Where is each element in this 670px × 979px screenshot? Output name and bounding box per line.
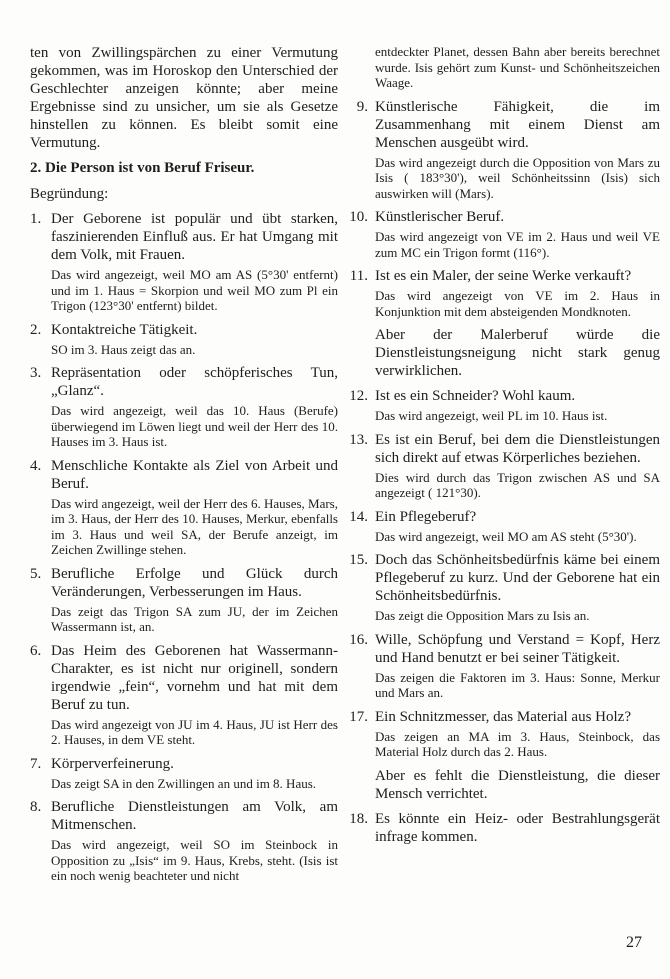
list-item bbox=[30, 210, 338, 264]
item-heading: Wille, Schöpfung und Verstand = Kopf, Herz und Hand benutzt er bei seiner Tätigkeit. bbox=[375, 631, 660, 666]
item-number: 2. bbox=[30, 321, 42, 338]
note-paragraph: Aber der Malerberuf würde die Dienstleistungsneigung nicht stark genug verwirklichen. bbox=[375, 327, 660, 379]
reason-text: Das wird angezeigt, weil PL im 10. Haus ist. bbox=[375, 408, 608, 423]
list-item bbox=[344, 387, 660, 405]
item-heading: Ist es ein Maler, der seine Werke verkauft? bbox=[375, 268, 632, 284]
item-number: 13. bbox=[349, 431, 368, 448]
item-number: 10. bbox=[349, 209, 368, 225]
left-column bbox=[30, 44, 338, 891]
item-number: 14. bbox=[349, 508, 368, 525]
list-item bbox=[30, 798, 338, 834]
reason-text: Das wird angezeigt, weil MO am AS (5°30' entfernt) und im 1. Haus = Skorpion und weil MO zum Pl ein Trigon (123°30' entfernt) bildet. bbox=[51, 267, 338, 313]
page-number: 27 bbox=[626, 934, 642, 951]
item-heading: Künstlerischer Beruf. bbox=[375, 209, 505, 225]
reason-text: Das zeigt die Opposition Mars zu Isis an. bbox=[375, 608, 590, 623]
section-heading: 2. Die Person ist von Beruf Friseur. bbox=[30, 160, 255, 176]
reason-text: Das wird angezeigt von VE im 2. Haus und weil VE zum MC ein Trigon formt (116°). bbox=[375, 229, 660, 260]
item-number: 5. bbox=[30, 565, 42, 582]
list-item bbox=[344, 98, 660, 152]
item-number: 1. bbox=[30, 211, 42, 227]
reason-text: Das zeigen die Faktoren im 3. Haus: Sonne, Merkur und Mars an. bbox=[375, 669, 660, 700]
reason-text: Das zeigt SA in den Zwillingen an und im 8. Haus. bbox=[51, 775, 317, 791]
item-heading: Menschliche Kontakte als Ziel von Arbeit und Beruf. bbox=[51, 457, 338, 492]
item-heading: Berufliche Dienstleistungen am Volk, am Mitmenschen. bbox=[51, 799, 338, 833]
reason-text: Das zeigt das Trigon SA zum JU, der im Zeichen Wassermann ist, an. bbox=[51, 603, 338, 634]
list-item bbox=[344, 810, 660, 846]
item-number: 3. bbox=[30, 365, 42, 381]
item-number: 12. bbox=[349, 388, 368, 404]
item-heading: Es ist ein Beruf, bei dem die Dienstleistungen sich direkt auf etwas Körperliches beziehen. bbox=[375, 431, 660, 466]
reason-text: SO im 3. Haus zeigt das an. bbox=[51, 341, 196, 357]
note-paragraph: Aber es fehlt die Dienstleistung, die dieser Mensch verrichtet. bbox=[375, 767, 660, 802]
list-item bbox=[344, 708, 660, 726]
item-number: 16. bbox=[349, 631, 368, 648]
list-item bbox=[30, 457, 338, 493]
item-number: 9. bbox=[356, 98, 368, 115]
item-heading: Es könnte ein Heiz- oder Bestrahlungsgerät infrage kommen. bbox=[375, 810, 660, 845]
item-heading: Doch das Schönheitsbedürfnis käme bei einem Pflegeberuf zu kurz. Und der Geborene hat ein Schönheitsbedürfnis. bbox=[375, 552, 660, 604]
reason-text: Das wird angezeigt, weil SO im Steinbock in Opposition zu „Isis“ im 9. Haus, Krebs, steht. (Isis ist ein noch wenig beachteter und nicht bbox=[51, 837, 338, 883]
item-heading: Ein Pflegeberuf? bbox=[375, 508, 477, 525]
list-item bbox=[30, 642, 338, 714]
list-item bbox=[30, 565, 338, 601]
item-heading: Körperverfeinerung. bbox=[51, 755, 174, 772]
reason-text: Das wird angezeigt, weil der Herr des 6. Hauses, Mars, im 3. Haus, der Herr des 10. Hauses, Merkur, ebenfalls im 3. Haus und weil SA, der Berufe anzeigt, im Zeichen Zwillinge stehen. bbox=[51, 495, 338, 557]
right-column bbox=[344, 44, 660, 849]
item-heading: Repräsentation oder schöpferisches Tun, „Glanz“. bbox=[51, 365, 338, 399]
reason-text: Das wird angezeigt, weil das 10. Haus (Berufe) überwiegend im Löwen liegt und weil der Herr des 10. Hauses im 3. Haus ist. bbox=[51, 403, 338, 449]
reason-text: Das wird angezeigt von JU im 4. Haus, JU ist Herr des 2. Hauses, in dem VE steht. bbox=[51, 716, 338, 747]
list-item bbox=[344, 267, 660, 285]
item-heading: Der Geborene ist populär und übt starken, faszinierenden Einfluß aus. Er hat Umgang mit dem Volk, mit Frauen. bbox=[51, 211, 338, 263]
reason-text: Das wird angezeigt durch die Opposition von Mars zu Isis ( 183°30'), weil Schönheitssinn (Isis) sich auswirken will (Mars). bbox=[375, 154, 660, 201]
item-heading: Ein Schnitzmesser, das Material aus Holz? bbox=[375, 708, 631, 725]
reason-text: Das wird angezeigt von VE im 2. Haus in Konjunktion mit dem absteigenden Mondknoten. bbox=[375, 288, 660, 319]
list-item bbox=[344, 508, 660, 526]
item-heading: Ist es ein Schneider? Wohl kaum. bbox=[375, 388, 576, 404]
list-item bbox=[344, 551, 660, 605]
item-number: 8. bbox=[30, 799, 42, 815]
item-heading: Künstlerische Fähigkeit, die im Zusammenhang mit einem Dienst am Menschen ausgeübt wird. bbox=[375, 98, 660, 151]
reason-text: Das zeigen an MA im 3. Haus, Steinbock, das Material Holz durch das 2. Haus. bbox=[375, 728, 660, 759]
item-number: 4. bbox=[30, 457, 42, 474]
item-number: 6. bbox=[30, 642, 42, 659]
list-item bbox=[30, 321, 338, 339]
item-heading: Berufliche Erfolge und Glück durch Veränderungen, Verbesserungen im Haus. bbox=[51, 565, 338, 600]
list-item bbox=[30, 755, 338, 773]
paragraph: ten von Zwillingspärchen zu einer Vermutung gekommen, was im Horoskop den Unterschied der Geschlechter anzeigen könnte; aber meine Ergebnisse sind zu unsicher, um sie als Gesetze hinstellen zu können. Es bleibt somit eine Vermutung. bbox=[30, 45, 338, 151]
item-number: 15. bbox=[349, 552, 368, 568]
reason-text: Dies wird durch das Trigon zwischen AS und SA angezeigt ( 121°30). bbox=[375, 469, 660, 500]
list-item bbox=[30, 364, 338, 400]
item-heading: Das Heim des Geborenen hat Wassermann-Charakter, es ist nicht nur originell, sondern irgendwie „fein“, vornehm und hat mit dem Beruf zu tun. bbox=[51, 642, 338, 713]
reason-text: Das wird angezeigt, weil MO am AS steht (5°30'). bbox=[375, 528, 637, 544]
item-number: 18. bbox=[349, 810, 368, 827]
item-heading: Kontaktreiche Tätigkeit. bbox=[51, 321, 198, 338]
list-item bbox=[344, 208, 660, 226]
item-number: 11. bbox=[349, 268, 368, 284]
item-number: 17. bbox=[349, 708, 368, 725]
paragraph: Begründung: bbox=[30, 186, 109, 202]
reason-text: entdeckter Planet, dessen Bahn aber bereits berechnet wurde. Isis gehört zum Kunst- und Schönheitszeichen Waage. bbox=[375, 44, 660, 90]
list-item bbox=[344, 431, 660, 467]
item-number: 7. bbox=[30, 755, 42, 772]
list-item bbox=[344, 631, 660, 667]
